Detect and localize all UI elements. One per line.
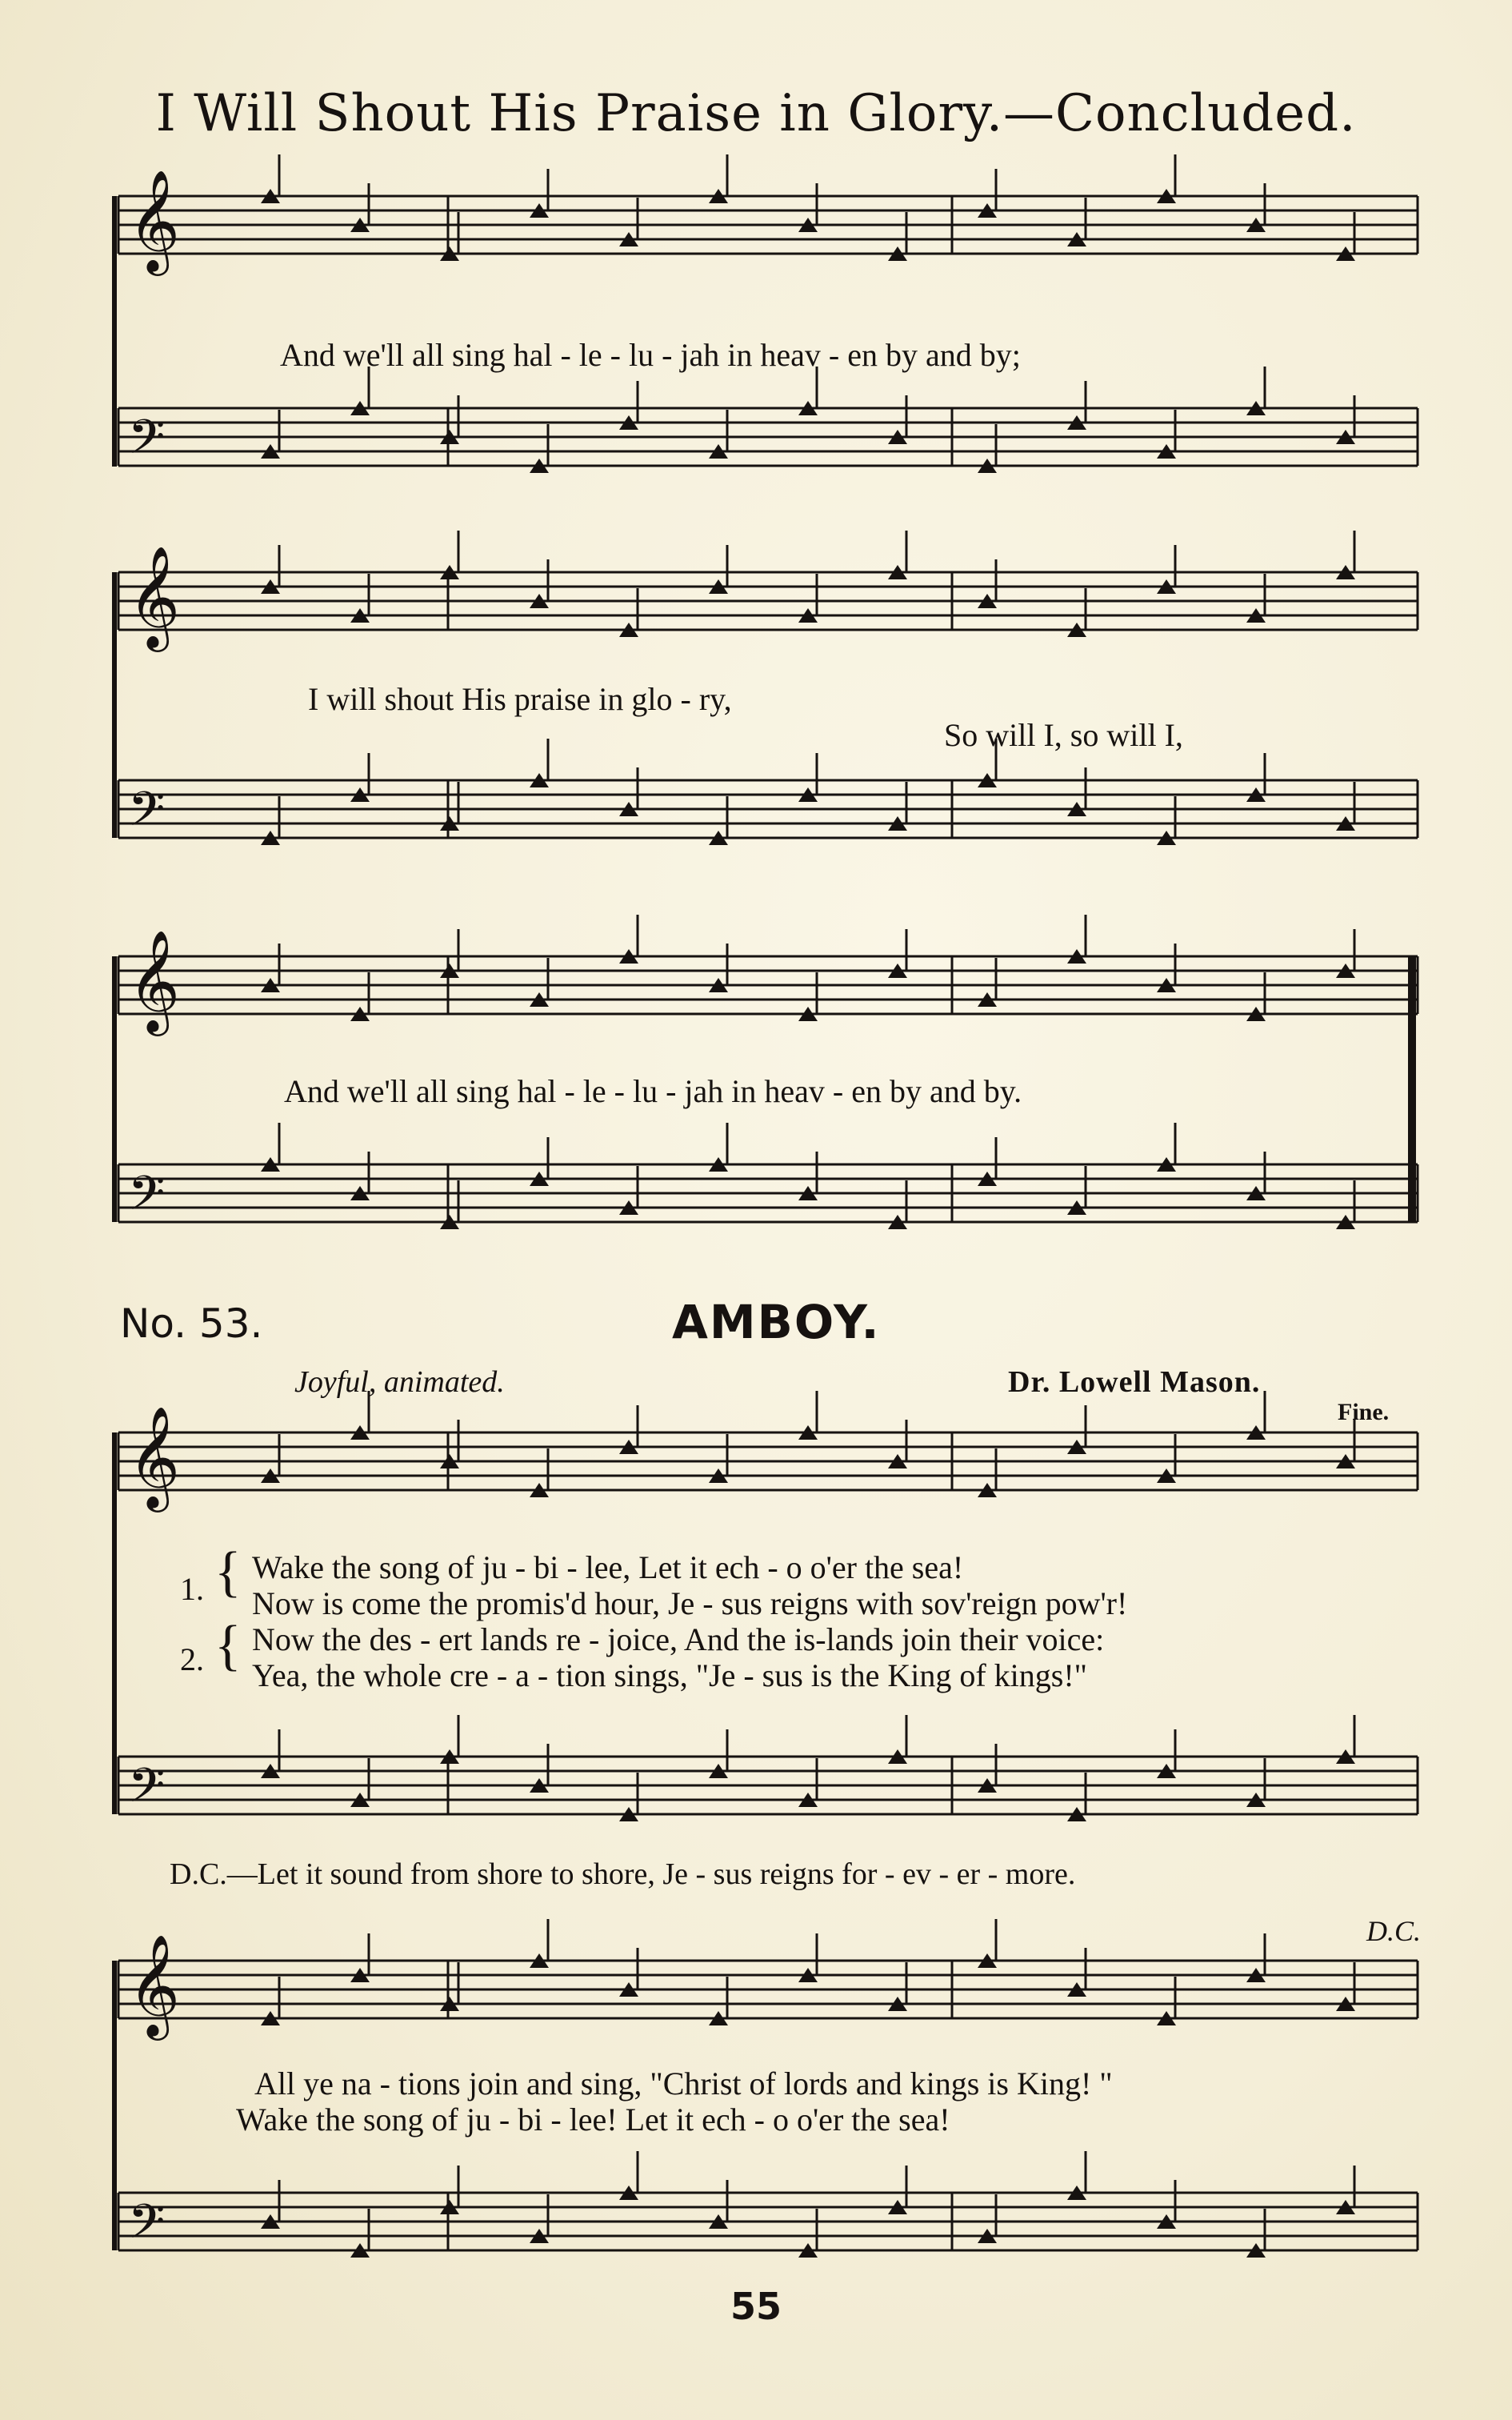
verse-1-number: 1.	[180, 1571, 204, 1607]
verse-2-brace: {	[214, 1615, 242, 1677]
verse-2-line-b: Yea, the whole cre - a - tion sings, "Je - sus is the King of kings!"	[252, 1657, 1088, 1693]
dc-lyrics-line: D.C.—Let it sound from shore to shore, Je - sus reigns for - ev - er - more.	[170, 1857, 1076, 1891]
bass-clef: 𝄢	[128, 1165, 166, 1232]
hymn-number: No. 53.	[120, 1300, 263, 1347]
lyrics-line-2a: I will shout His praise in glo - ry,	[308, 681, 732, 717]
verse-2-line-a: Now the des - ert lands re - joice, And the is-lands join their voice:	[252, 1621, 1105, 1657]
bass-clef: 𝄢	[128, 781, 166, 848]
composer: Dr. Lowell Mason.	[1008, 1365, 1261, 1399]
dc-marking: D.C.	[1366, 1915, 1422, 1947]
tempo-marking: Joyful, animated.	[294, 1365, 505, 1399]
fine-marking: Fine.	[1338, 1399, 1390, 1425]
final-barline	[1408, 956, 1416, 1222]
bass-clef: 𝄢	[128, 409, 166, 476]
system-bracket	[112, 956, 117, 1222]
lyrics-line-2b: So will I, so will I,	[944, 717, 1183, 753]
lyrics-last-1: All ye na - tions join and sing, "Christ of lords and kings is King! "	[254, 2065, 1113, 2101]
bass-clef: 𝄢	[128, 1757, 166, 1825]
system-bracket	[112, 1432, 117, 1814]
system-bracket	[112, 572, 117, 838]
verse-1-brace: {	[214, 1541, 242, 1603]
page-number: 55	[730, 2285, 782, 2328]
system-bracket	[112, 1961, 117, 2250]
lyrics-last-2: Wake the song of ju - bi - lee! Let it ech - o o'er the sea!	[236, 2101, 950, 2138]
lyrics-line-1: And we'll all sing hal - le - lu - jah in heav - en by and by;	[280, 337, 1021, 373]
hymn-title: AMBOY.	[672, 1295, 881, 1349]
treble-clef: 𝄞	[128, 545, 181, 647]
treble-clef: 𝄞	[128, 169, 181, 271]
treble-clef: 𝄞	[128, 1933, 181, 2036]
verse-2-number: 2.	[180, 1641, 204, 1677]
page-title: I Will Shout His Praise in Glory.—Concluded.	[155, 84, 1357, 143]
system-bracket	[112, 196, 117, 467]
verse-1-line-a: Wake the song of ju - bi - lee, Let it ech - o o'er the sea!	[252, 1549, 964, 1585]
treble-clef: 𝄞	[128, 1405, 181, 1508]
treble-clef: 𝄞	[128, 929, 181, 1032]
verse-1-line-b: Now is come the promis'd hour, Je - sus reigns with sov'reign pow'r!	[252, 1585, 1128, 1621]
bass-clef: 𝄢	[128, 2194, 166, 2261]
lyrics-line-3: And we'll all sing hal - le - lu - jah in heav - en by and by.	[284, 1073, 1022, 1109]
